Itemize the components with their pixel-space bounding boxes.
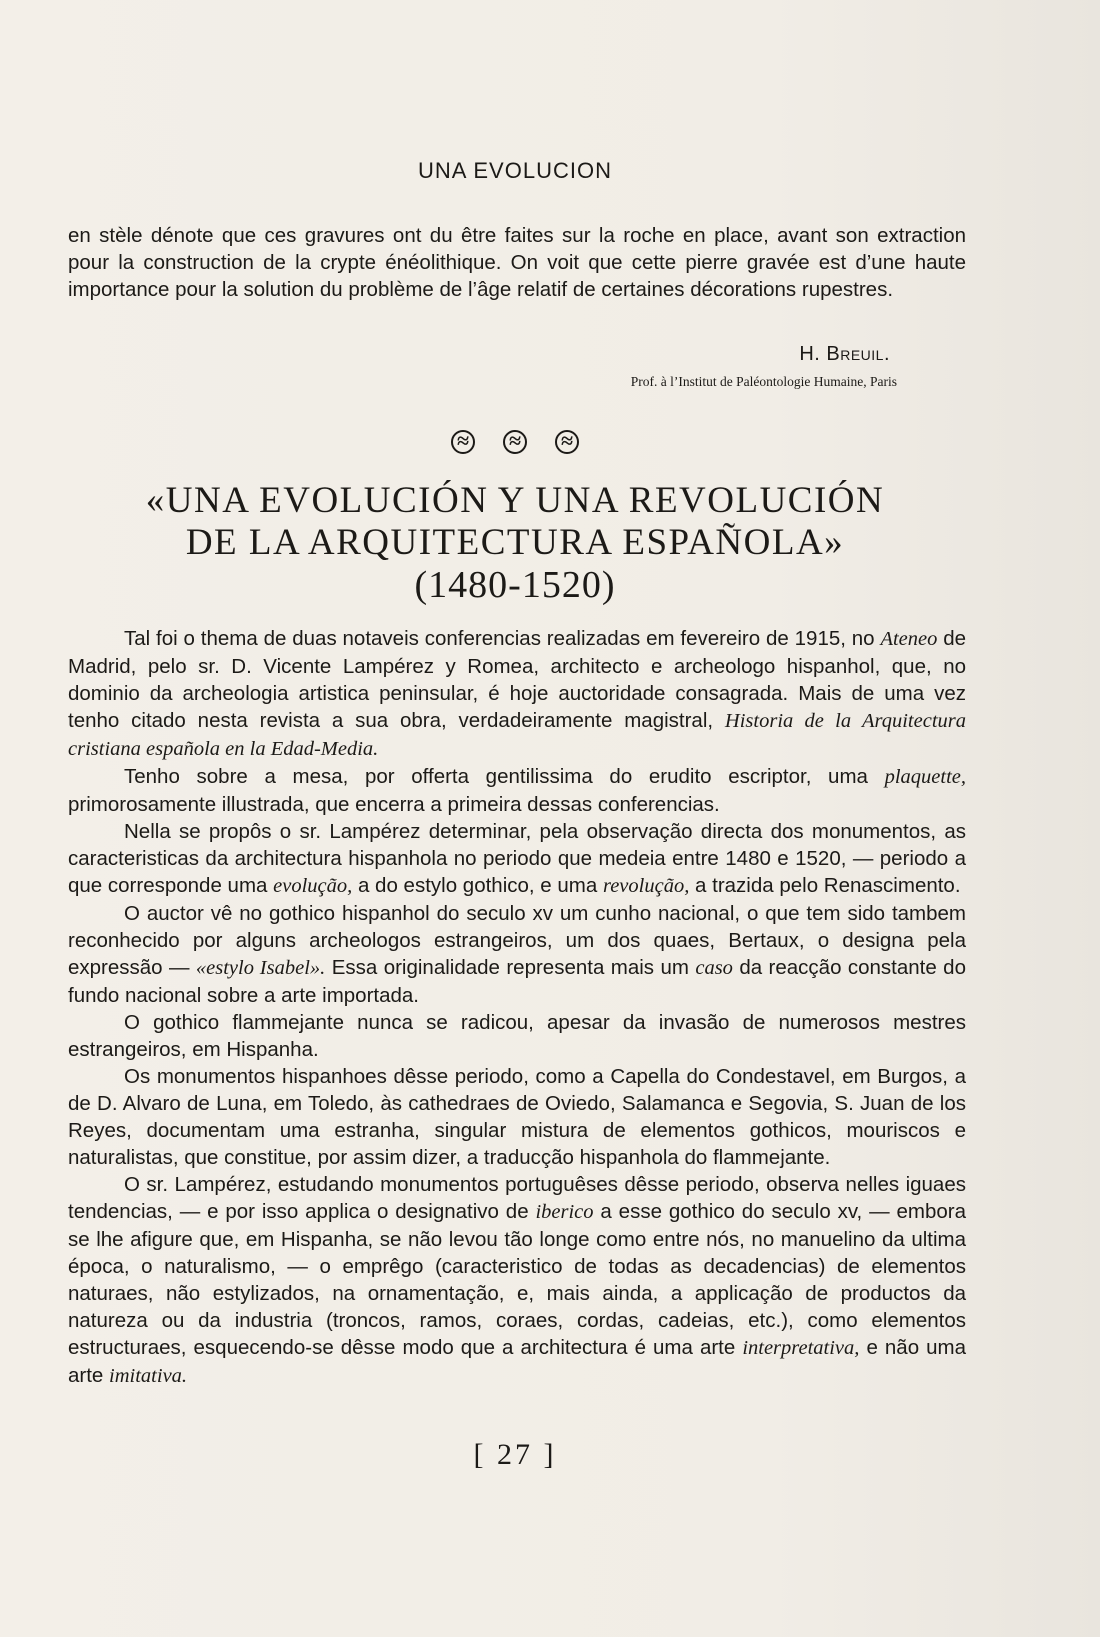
text-run: primorosamente illustrada, que encerra a primeira dessas conferencias.	[68, 793, 720, 816]
paragraph: O gothico flammejante nunca se radicou, apesar da invasão de numerosos mestres estrangeiros, em Hispanha.	[68, 1011, 966, 1061]
text-run: Nella se propôs o sr. Lampérez determinar, pela observação directa dos monumentos, as caracteristicas da architectura hispanhola no periodo que medeia entre 1480 e 1520, — periodo a que corresponde uma	[68, 820, 966, 897]
affiliation: Prof. à l’Institut de Paléontologie Humaine, Paris	[630, 374, 897, 389]
paragraph	[68, 625, 966, 763]
article-title	[0, 480, 1030, 606]
italic-run: «estylo Isabel».	[195, 957, 326, 979]
italic-run: Ateneo	[880, 628, 938, 650]
italic-run: imitativa.	[109, 1365, 188, 1387]
italic-run: revolução,	[602, 875, 690, 897]
section-ornaments	[0, 430, 1030, 459]
text-run: e não uma arte	[68, 1336, 967, 1387]
italic-run: caso	[695, 957, 733, 979]
ornament-icon	[451, 430, 475, 454]
paragraph	[68, 900, 966, 1009]
article-title-dates: (1480-1520)	[414, 564, 616, 606]
text-run: Essa originalidade representa mais um	[325, 956, 696, 979]
italic-run: plaquette,	[884, 766, 966, 788]
ornament-icon	[555, 430, 579, 454]
italic-run: iberico	[535, 1201, 594, 1223]
text-run: Tal foi o thema de duas notaveis conferencias realizadas em fevereiro de 1915, no	[124, 627, 881, 650]
running-head: UNA EVOLUCION	[418, 158, 612, 183]
intro-paragraph: en stèle dénote que ces gravures ont du être faites sur la roche en place, avant son extraction pour la construction de la crypte énéolithique. On voit que cette pierre gravée est d’une haute importance pour la solution du problème de l’âge relatif de certaines décorations rupestres.	[68, 224, 966, 301]
text-run: O sr. Lampérez, estudando monumentos portuguêses dêsse periodo, observa nelles iguaes tendencias, — e por isso applica o designativo de	[68, 1173, 966, 1223]
paragraph	[68, 818, 966, 900]
ornament-icon	[503, 430, 527, 454]
italic-run: Historia de la Arquitectura cristiana española en la Edad-Media.	[68, 710, 966, 760]
text-run: Tenho sobre a mesa, por offerta gentilissima do erudito escriptor, uma	[124, 765, 885, 788]
intro-block	[68, 222, 966, 303]
text-run: a do estylo gothico, e uma	[352, 874, 603, 897]
italic-run: interpretativa,	[742, 1337, 860, 1359]
article-body	[68, 625, 966, 1390]
text-run: a esse gothico do seculo xv, — embora se lhe afigure que, em Hispanha, se não levou tão longe como entre nós, no manuelino da ultima época, o naturalismo, — o emprêgo (caracteristico de todas as decadencias) de elementos naturaes, não estylizados, na ornamentação, e, mais ainda, a applicação de productos da natureza ou da industria (troncos, ramos, coraes, cordas, cadeias, etc.), como elementos estructuraes, esquecendo-se dêsse modo que a architectura é uma arte	[68, 1200, 966, 1359]
text-run: O auctor vê no gothico hispanhol do seculo xv um cunho nacional, o que tem sido tambem reconhecido por alguns archeologos estrangeiros, um dos quaes, Bertaux, o designa pela expressão —	[68, 902, 966, 979]
paragraph	[68, 1171, 966, 1390]
article-title-line-2: DE LA ARQUITECTURA ESPAÑOLA»	[185, 522, 845, 563]
text-run: de Madrid, pelo sr. D. Vicente Lampérez y Romea, architecto e archeologo hispanhol, que, no dominio da archeologia artistica peninsular, é hoje auctoridade consagrada. Mais de uma vez tenho citado nesta revista a sua obra, verdadeiramente magistral,	[68, 627, 967, 732]
italic-run: evolução,	[273, 875, 353, 897]
paragraph	[68, 763, 966, 818]
text-run: da reacção constante do fundo nacional sobre a arte importada.	[68, 956, 966, 1007]
paragraph: Os monumentos hispanhoes dêsse periodo, como a Capella do Condestavel, em Burgos, a de D. Alvaro de Luna, em Toledo, às cathedraes de Oviedo, Salamanca e Segovia, S. Juan de los Reyes, documentam uma estranha, singular mistura de elementos gothicos, mouriscos e naturalistas, que constitue, por assim dizer, a traducção hispanhola do flammejante.	[68, 1065, 966, 1169]
page-number: [ 27 ]	[473, 1438, 557, 1471]
article-title-line-1: «UNA EVOLUCIÓN Y UNA REVOLUCIÓN	[145, 480, 885, 521]
signature: H. Breuil.	[799, 343, 890, 365]
text-run: a trazida pelo Renascimento.	[689, 874, 961, 897]
